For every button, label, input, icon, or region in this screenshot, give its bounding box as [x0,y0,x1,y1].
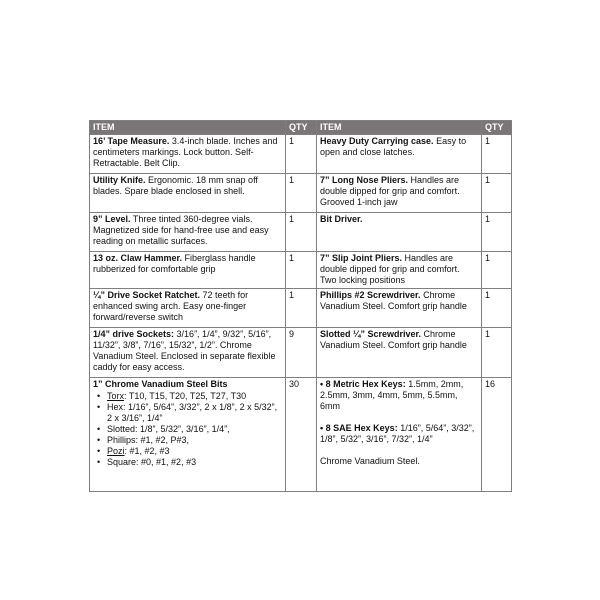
item-name: 13 oz. Claw Hammer. [93,253,183,263]
item-cell [90,174,286,213]
qty-cell: 1 [286,135,317,174]
header-item-right: ITEM [317,121,482,135]
list-item [107,402,282,424]
qty-cell: 1 [482,213,512,252]
qty-cell: 1 [482,135,512,174]
item-description: Ergonomic. 18 mm snap off blades. Spare blade enclosed in shell. [93,175,258,196]
tool-kit-contents-table [89,120,511,492]
item-name: 16’ Tape Measure. [93,136,170,146]
item-name: • 8 SAE Hex Keys: [320,423,398,433]
item-name: • 8 Metric Hex Keys: [320,379,406,389]
table-row [90,289,512,328]
item-cell [90,135,286,174]
list-item [107,391,282,402]
bit-sizes: : #1, #2, P#3, [135,435,190,445]
item-name: 9” Level. [93,214,131,224]
item-description: Fiberglass handle rubberized for comfortable grip [93,253,256,274]
table-row [90,174,512,213]
table-row [90,213,512,252]
item-cell [90,252,286,289]
table-row [90,135,512,174]
item-description: Chrome Vanadium Steel. Comfort grip handle [320,290,467,311]
item-cell [317,213,482,252]
item-description: Chrome Vanadium Steel. Comfort grip handle [320,329,467,350]
item-description: 72 teeth for enhanced swing arch. Easy one-finger forward/reverse switch [93,290,249,322]
item-cell [317,252,482,289]
table-row [90,252,512,289]
item-description: Handles are double dipped for grip and comfort. Grooved 1-inch jaw [320,175,460,207]
item-description: 3.4-inch blade. Inches and centimeters markings. Lock button. Self-Retractable. Belt Clip. [93,136,278,168]
qty-cell: 1 [286,213,317,252]
item-cell [317,328,482,378]
bit-sizes: : 1/16”, 5/64”, 3/32”, 2 x 1/8”, 2 x 5/32”, 2 x 3/16”, 1/4” [107,402,278,423]
item-description: 1.5mm, 2mm, 2.5mm, 3mm, 4mm, 5mm, 5.5mm, 6mm [320,379,464,411]
header-qty-right: QTY [482,121,512,135]
list-item [107,435,282,446]
qty-cell: 1 [482,328,512,378]
item-cell [90,328,286,378]
item-name: 7” Long Nose Pliers. [320,175,409,185]
qty-cell: 1 [286,252,317,289]
bit-sizes: : 1/8”, 5/32”, 3/16”, 1/4”, [135,424,230,434]
item-name: 1/4” drive Sockets: [93,329,175,339]
qty-cell: 16 [482,378,512,492]
bit-type-label: Pozi [107,446,125,456]
item-description: Three tinted 360-degree vials. Magnetized side for hand-free use and easy reading on metallic surfaces. [93,214,269,246]
bit-type-label: Hex [107,402,124,412]
item-description: 3/16”, 1/4”, 9/32”, 5/16”, 11/32”, 3/8”, 7/16”, 15/32”, 1/2”. Chrome Vanadium Steel. Enclosed in separate flexible caddy for easy access. [93,329,276,372]
bit-sizes: : #1, #2, #3 [124,446,170,456]
item-description: Handles are double dipped for grip and comfort. Two locking positions [320,253,460,285]
item-cell [317,174,482,213]
item-cell [90,289,286,328]
header-item-left: ITEM [90,121,286,135]
metric-hex-keys [320,379,478,412]
item-name: Heavy Duty Carrying case. [320,136,434,146]
item-description: Easy to open and close latches. [320,136,467,157]
qty-cell: 1 [482,289,512,328]
item-name: Slotted ¼” Screwdriver. [320,329,422,339]
bit-type-label: Phillips [107,435,136,445]
list-item [107,424,282,435]
list-item [107,457,282,468]
qty-cell: 9 [286,328,317,378]
item-cell [317,289,482,328]
item-description: 1/16”, 5/64”, 3/32”, 1/8”, 5/32”, 3/16”, 7/32”, 1/4” [320,423,475,444]
qty-cell: 1 [286,289,317,328]
header-row [90,121,512,135]
item-name: ¼” Drive Socket Ratchet. [93,290,201,300]
item-cell [317,378,482,492]
bit-list [93,391,282,468]
qty-cell: 1 [482,252,512,289]
item-name: Phillips #2 Screwdriver. [320,290,421,300]
qty-cell: 30 [286,378,317,492]
bit-type-label: Torx [107,391,125,401]
item-name: 7” Slip Joint Pliers. [320,253,403,263]
item-name: 1” Chrome Vanadium Steel Bits [93,379,228,389]
qty-cell: 1 [482,174,512,213]
item-cell [90,378,286,492]
bit-type-label: Square [107,457,137,467]
item-name: Utility Knife. [93,175,146,185]
table-row [90,378,512,492]
bit-sizes: : T10, T15, T20, T25, T27, T30 [124,391,247,401]
list-item [107,446,282,457]
sae-hex-keys [320,423,478,445]
item-cell [90,213,286,252]
qty-cell: 1 [286,174,317,213]
table-row [90,328,512,378]
item-cell [317,135,482,174]
bit-type-label: Slotted [107,424,136,434]
item-name: Bit Driver. [320,214,363,224]
header-qty-left: QTY [286,121,317,135]
bit-sizes: : #0, #1, #2, #3 [136,457,197,467]
material-note: Chrome Vanadium Steel. [320,456,420,466]
